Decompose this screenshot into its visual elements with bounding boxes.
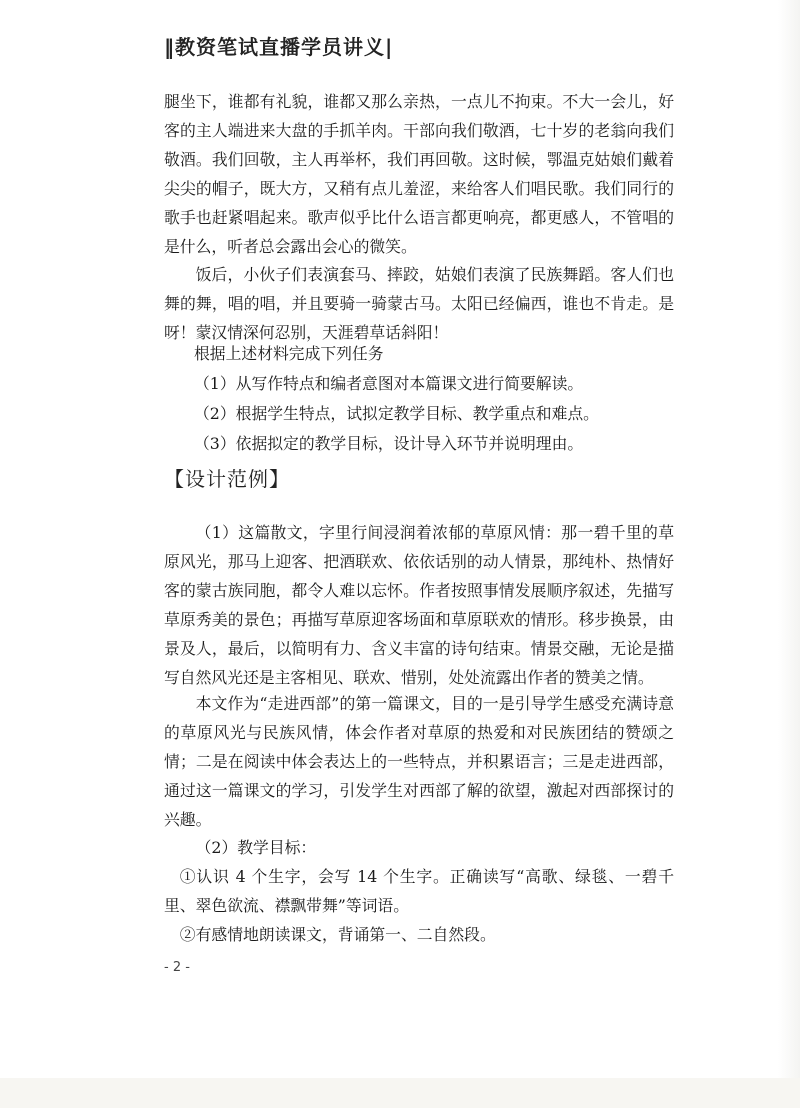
scan-bottom-band — [0, 1078, 800, 1108]
passage-text-2: 饭后，小伙子们表演套马、摔跤，姑娘们表演了民族舞蹈。客人们也舞的舞，唱的唱，并且要骑一骑蒙古马。太阳已经偏西，谁也不肯走。是呀！蒙汉情深何忍别，天涯碧草话斜阳！ — [164, 265, 674, 342]
task-item-3: （3）依据拟定的教学目标，设计导入环节并说明理由。 — [194, 434, 584, 453]
passage-paragraph-1 — [164, 87, 674, 261]
answer-text-3: （2）教学目标： — [195, 838, 317, 857]
task-lead: 根据上述材料完成下列任务 — [194, 344, 384, 363]
answer-text-1: （1）这篇散文，字里行间浸润着浓郁的草原风情：那一碧千里的草原风光，那马上迎客、把酒联欢、依依话别的动人情景，那纯朴、热情好客的蒙古族同胞，都令人难以忘怀。作者按照事情发展顺序叙述，先描写草原秀美的景色；再描写草原迎客场面和草原联欢的情形。移步换景，由景及人，最后，以简明有力、含义丰富的诗句结束。情景交融，无论是描写自然风光还是主客相见、联欢、惜别，处处流露出作者的赞美之情。 — [164, 523, 674, 687]
passage-paragraph-2 — [164, 260, 674, 347]
page-edge-shadow — [778, 0, 800, 1108]
answer-text-5: ②有感情地朗读课文，背诵第一、二自然段。 — [179, 925, 496, 944]
handout-header: ‖教资笔试直播学员讲义| — [164, 35, 394, 59]
task-item-2: （2）根据学生特点，试拟定教学目标、教学重点和难点。 — [194, 404, 599, 423]
page-number: - 2 - — [164, 960, 190, 975]
answer-paragraph-1 — [164, 518, 674, 692]
answer-text-2: 本文作为“走进西部”的第一篇课文，目的一是引导学生感受充满诗意的草原风光与民族风情，体会作者对草原的热爱和对民族团结的赞颂之情；二是在阅读中体会表达上的一些特点，并积累语言；三是走进西部，通过这一篇课文的学习，引发学生对西部了解的欲望，激起对西部探讨的兴趣。 — [164, 694, 674, 829]
answer-objectives — [164, 833, 674, 949]
section-title: 【设计范例】 — [164, 467, 290, 491]
task-list — [164, 339, 674, 459]
task-item-1: （1）从写作特点和编者意图对本篇课文进行简要解读。 — [194, 374, 584, 393]
answer-text-4: ①认识 4 个生字，会写 14 个生字。正确读写“高歌、绿毯、一碧千里、翠色欲流、襟飘带舞”等词语。 — [164, 867, 674, 915]
answer-paragraph-2 — [164, 689, 674, 834]
passage-text-1: 腿坐下，谁都有礼貌，谁都又那么亲热，一点儿不拘束。不大一会儿，好客的主人端进来大盘的手抓羊肉。干部向我们敬酒，七十岁的老翁向我们敬酒。我们回敬，主人再举杯，我们再回敬。这时候，鄂温克姑娘们戴着尖尖的帽子，既大方，又稍有点儿羞涩，来给客人们唱民歌。我们同行的歌手也赶紧唱起来。歌声似乎比什么语言都更响亮，都更感人，不管唱的是什么，听者总会露出会心的微笑。 — [164, 92, 674, 256]
